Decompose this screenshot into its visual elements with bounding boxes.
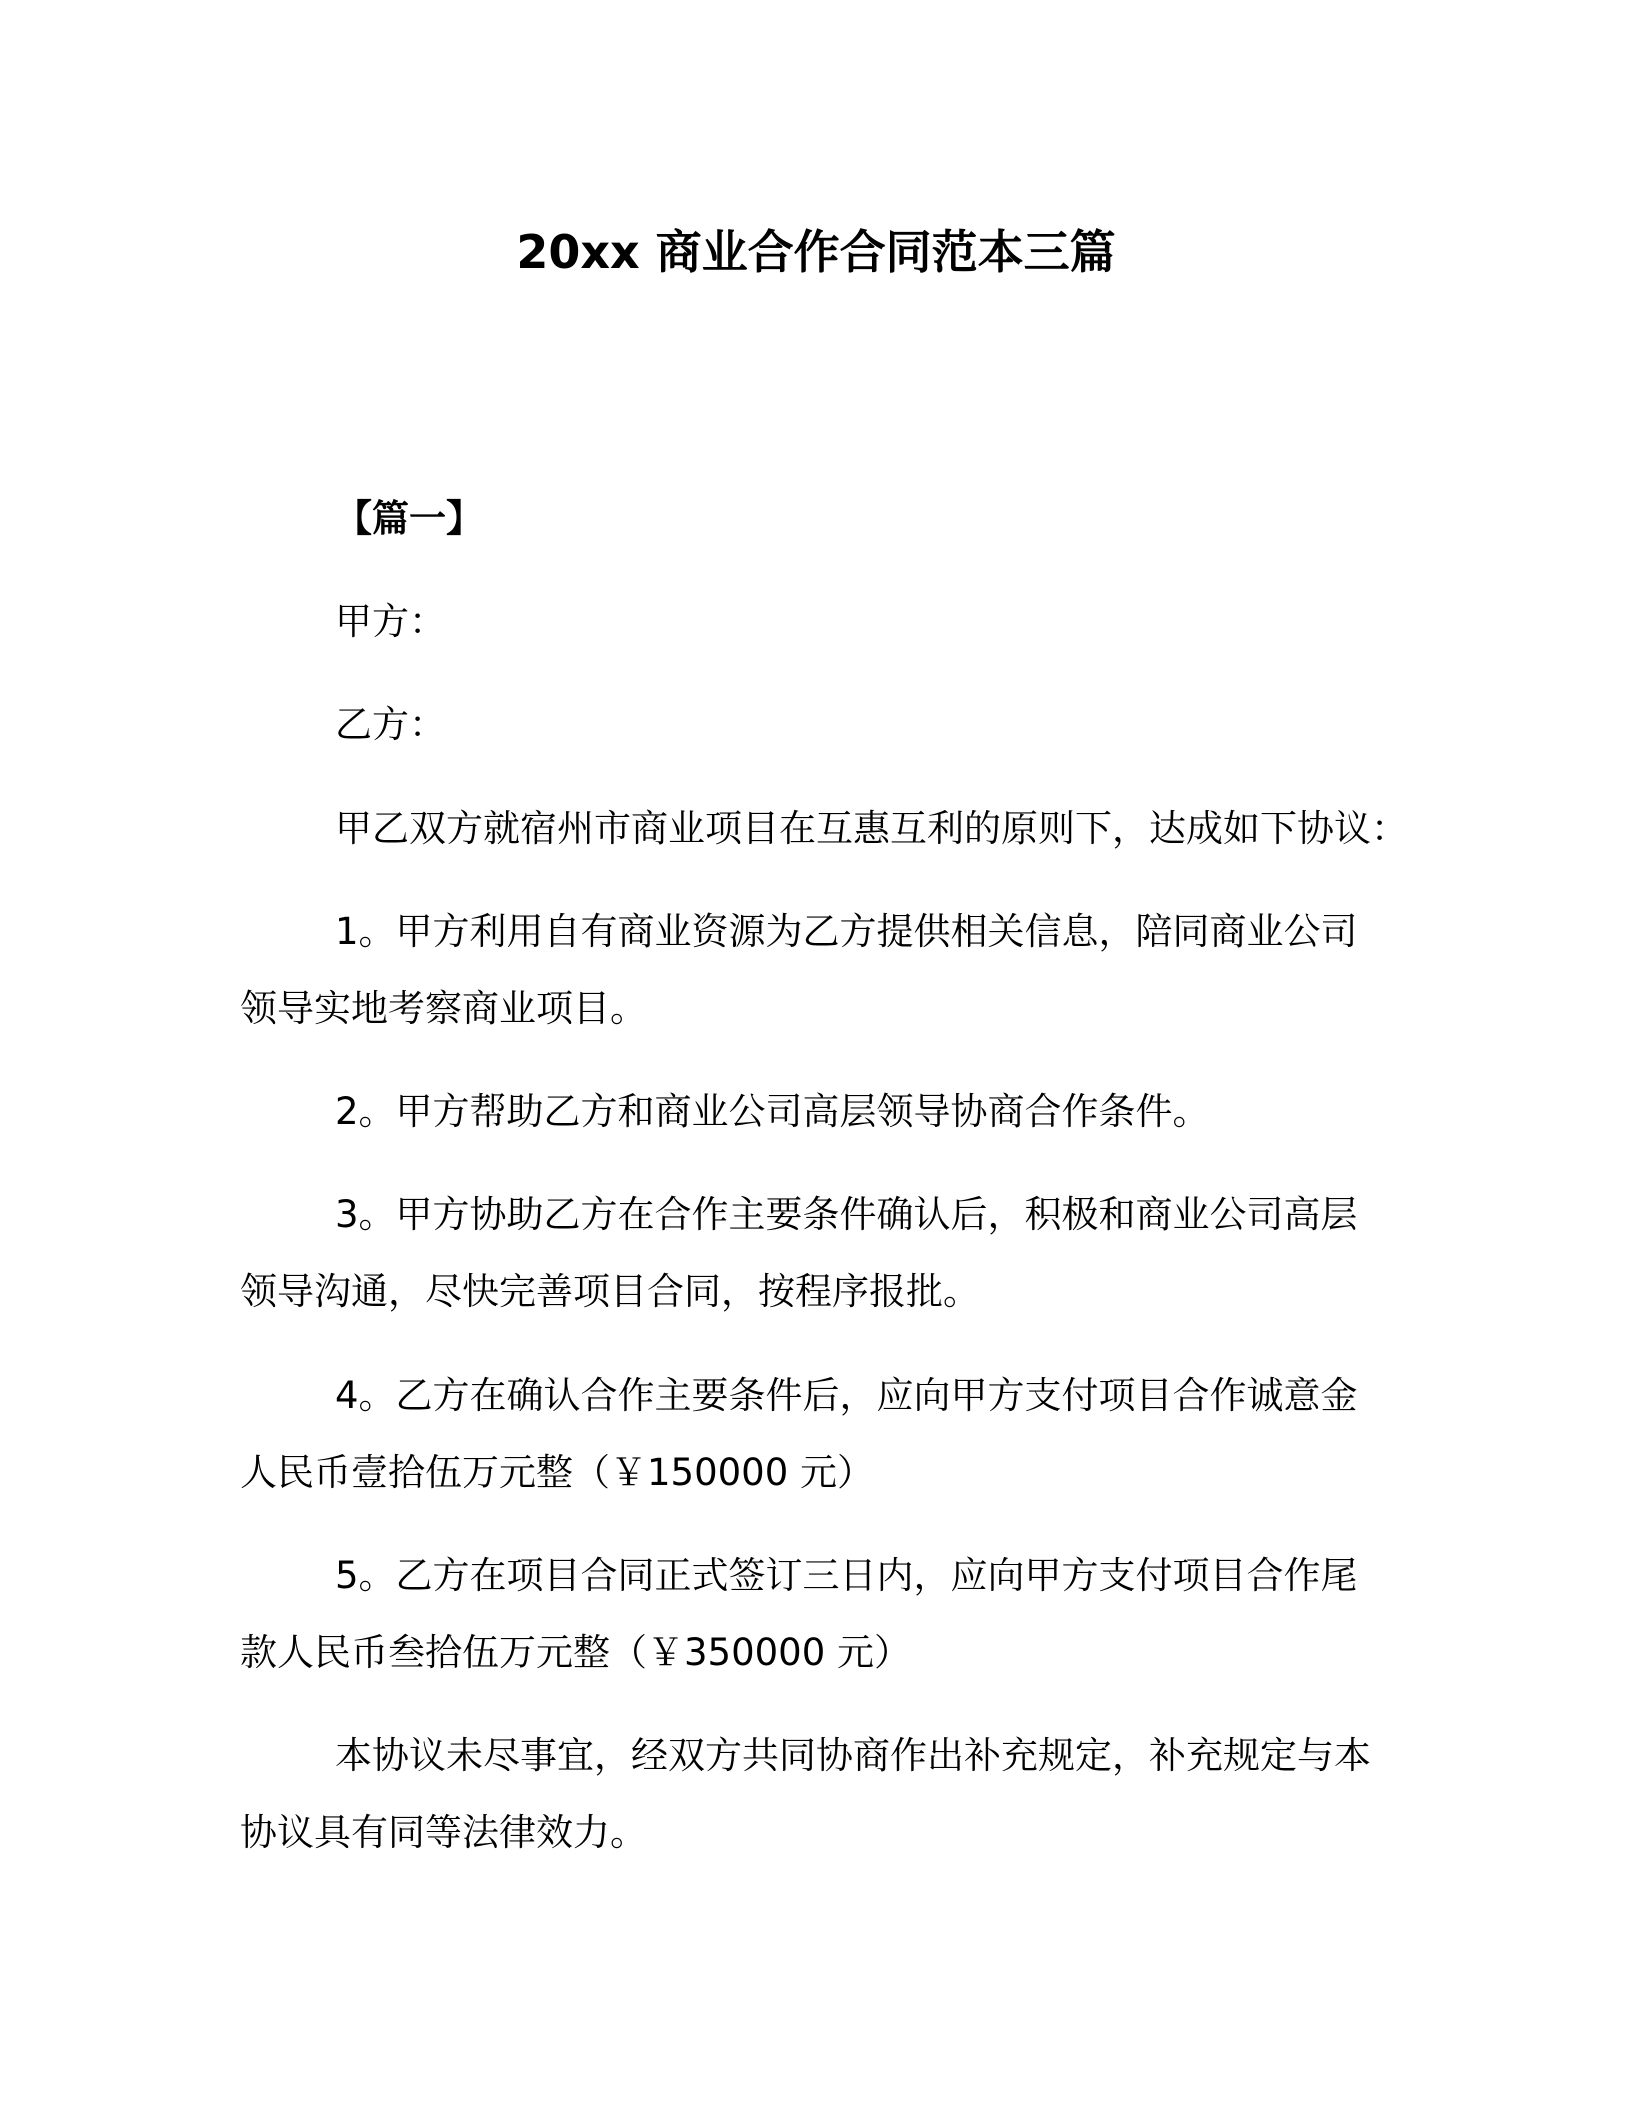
clause-4-line-1: 4。乙方在确认合作主要条件后，应向甲方支付项目合作诚意金 bbox=[335, 1374, 1358, 1417]
section-header-text: 【篇一】 bbox=[335, 497, 483, 540]
clause-5 bbox=[240, 1537, 1380, 1691]
closing-line-1: 本协议未尽事宜，经双方共同协商作出补充规定，补充规定与本 bbox=[335, 1734, 1371, 1777]
clause-4 bbox=[240, 1357, 1380, 1511]
clause-1-line-2: 领导实地考察商业项目。 bbox=[240, 987, 647, 1030]
party-b-line bbox=[240, 686, 1380, 763]
clause-3-line-2: 领导沟通，尽快完善项目合同，按程序报批。 bbox=[240, 1270, 980, 1313]
clause-2-line-1: 2。甲方帮助乙方和商业公司高层领导协商合作条件。 bbox=[335, 1090, 1210, 1133]
clause-3 bbox=[240, 1176, 1380, 1330]
clause-4-line-2: 人民币壹拾伍万元整（￥150000 元） bbox=[240, 1451, 875, 1494]
clause-5-line-2: 款人民币叁拾伍万元整（￥350000 元） bbox=[240, 1631, 912, 1674]
clause-5-line-1: 5。乙方在项目合同正式签订三日内，应向甲方支付项目合作尾 bbox=[335, 1554, 1358, 1597]
closing-paragraph bbox=[240, 1717, 1380, 1871]
section-header bbox=[240, 480, 1380, 557]
closing-line-2: 协议具有同等法律效力。 bbox=[240, 1811, 647, 1854]
clause-1 bbox=[240, 893, 1380, 1047]
party-a-line bbox=[240, 583, 1380, 660]
clause-1-line-1: 1。甲方利用自有商业资源为乙方提供相关信息，陪同商业公司 bbox=[335, 910, 1358, 953]
intro-text: 甲乙双方就宿州市商业项目在互惠互利的原则下，达成如下协议： bbox=[335, 807, 1408, 850]
intro-paragraph bbox=[240, 790, 1408, 867]
document-title: 20xx 商业合作合同范本三篇 bbox=[516, 225, 1116, 279]
party-b-label: 乙方： bbox=[335, 703, 446, 746]
clause-3-line-1: 3。甲方协助乙方在合作主要条件确认后，积极和商业公司高层 bbox=[335, 1193, 1358, 1236]
party-a-label: 甲方： bbox=[335, 600, 446, 643]
clause-2 bbox=[240, 1073, 1380, 1150]
